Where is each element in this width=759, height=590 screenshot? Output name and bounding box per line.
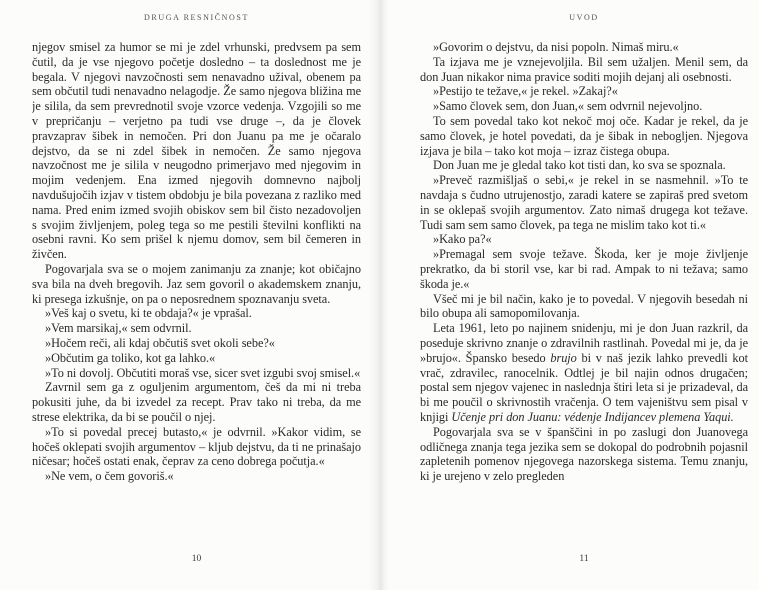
text-run: Všeč mi je bil način, kako je to povedal. V njegovih besedah ni bilo obupa ali samopomilovanja. [420, 291, 748, 321]
text-run: Zavrnil sem ga z oguljenim argumentom, češ da mi ni treba pokusiti juhe, da bi izvedel za recept. Prav tako ni treba, da me strese elektrika, da bi se poučil o njej. [32, 380, 361, 424]
text-run: »Vem marsikaj,« sem odvrnil. [45, 321, 192, 336]
text-run: »Premagal sem svoje težave. Škoda, ker je moje življenje prekratko, da bi storil vse, kar bi rad. Ampak to ni težava; samo škoda je.« [420, 247, 748, 291]
page-gutter-divider [368, 0, 394, 590]
text-run: Pogovarjala sva se o mojem zanimanju za znanje; kot običajno sva bila na dveh bregovih. Jaz sem govoril o akademskem znanju, ki presega izkušnje, on pa o neposrednem spoznavanju sveta. [32, 261, 361, 306]
running-header-left: DRUGA RESNIČNOST [144, 13, 249, 22]
text-run: »Ne vem, o čem govoriš.« [45, 469, 174, 484]
paragraph [420, 158, 748, 173]
paragraph [420, 247, 748, 291]
paragraph [32, 351, 361, 366]
text-run: »Samo človek sem, don Juan,« sem odvrnil nejevoljno. [433, 99, 703, 114]
text-run: Pogovarjala sva se v španščini in po zaslugi don Juanovega odličnega znanja tega jezika sem se dokopal do podrobnih pojasnil zapletenih pomenov njegovega nazorskega sistema. Temu znanju, ki je urejeno v zelo pregleden [420, 424, 748, 484]
paragraph [420, 84, 748, 99]
paragraph [32, 366, 361, 381]
text-run: Leta 1961, leto po najinem snidenju, mi je don Juan razkril, da poseduje skrivno znanje o zdravilnih rastlinah. Povedal mi je, da je »brujo«. Špansko besedo [420, 321, 748, 365]
paragraph [420, 425, 748, 484]
italic-text-run: brujo [550, 350, 577, 365]
left-page [32, 0, 361, 590]
text-run: »To ni dovolj. Občutiti moraš vse, sicer svet izgubi svoj smisel.« [45, 365, 361, 380]
paragraph [420, 114, 748, 158]
paragraph [420, 232, 748, 247]
text-run: »Preveč razmišljaš o sebi,« je rekel in se nasmehnil. »To te navdaja s čudno utrujenostjo, zaradi katere se zapiraš pred svetom in se oklepaš svojih argumentov. Zato nimaš drugega kot težave. Tudi sam sem samo človek, pa tega ne mislim tako kot ti.« [420, 173, 748, 232]
paragraph [32, 380, 361, 424]
paragraph [420, 99, 748, 114]
page-number-right: 11 [579, 554, 589, 564]
paragraph [420, 40, 748, 55]
text-run: Don Juan me je gledal tako kot tisti dan, ko sva se spoznala. [433, 158, 726, 173]
paragraph [32, 336, 361, 351]
text-run: bi v naš jezik lahko prevedli kot vrač, zdravilec, ranocelnik. Odtlej je bil najin odnos drugačen; postal sem njegov vajenec in naslednja štiri leta si je prizadeval, da bi me poučil o skrivnostih vračenja. O tem vajeništvu sem pisal v knjigi [420, 350, 748, 424]
running-header-right: UVOD [569, 13, 599, 22]
paragraph [420, 173, 748, 232]
page-number-left: 10 [191, 554, 202, 564]
italic-text-run: Učenje pri don Juanu: védenje Indijancev plemena Yaqui. [451, 409, 734, 424]
paragraph [32, 425, 361, 469]
text-run: »Hočem reči, ali kdaj občutiš svet okoli sebe?« [45, 335, 275, 350]
left-page-text [32, 40, 361, 552]
text-run: »Veš kaj o svetu, ki te obdaja?« je vprašal. [45, 306, 252, 321]
paragraph [420, 321, 748, 425]
paragraph [32, 321, 361, 336]
text-run: Ta izjava me je vznejevoljila. Bil sem užaljen. Menil sem, da don Juan nikakor nima pravice soditi mojih dejanj ali osebnosti. [420, 54, 748, 84]
text-run: To sem povedal tako kot nekoč moj oče. Kadar je rekel, da je samo človek, je hotel povedati, da je šibak in nebogljen. Njegova izjava je bila – tako kot moja – izraz čistega obupa. [420, 113, 748, 158]
right-page-text [420, 40, 748, 552]
paragraph [32, 469, 361, 484]
paragraph [420, 55, 748, 85]
paragraph [32, 40, 361, 262]
text-run: njegov smisel za humor se mi je zdel vrhunski, predvsem pa sem čutil, da je vse njegovo početje dosledno – ta doslednost me je begala. V njegovi navzočnosti sem nenavadno užival, obenem pa sem občutil tudi nenavadno nelagodje. Že samo njegova bližina me je silila, da sem prevrednotil svoje vzorce vedenja. Vzgojili so me v prepričanju – verjetno pa tudi vse druge –, da je človek pravzaprav šibek in nemočen. Pri don Juanu pa me je očaralo dejstvo, da se ni zdel šibek in nemočen. Že samo njegova navzočnost me je silila v neugodno primerjavo med njegovim in mojim vedenjem. Ena izmed njegovih domnevno najbolj navdušujočih izjav v tistem obdobju je bila povezana z razliko med nama. Pred enim izmed svojih obiskov sem bil čisto nezadovoljen s svojim življenjem, poleg tega so me pestili številni konflikti na osebni ravni. Ko sem prišel k njemu domov, sem bil čemeren in živčen. [32, 40, 361, 262]
paragraph [420, 292, 748, 322]
text-run: »Govorim o dejstvu, da nisi popoln. Nimaš miru.« [433, 40, 679, 54]
right-page [420, 0, 748, 590]
paragraph [32, 262, 361, 306]
text-run: »To si povedal precej butasto,« je odvrnil. »Kakor vidim, se hočeš oklepati svojih argumentov – kljub dejstvu, da ti ne prinašajo ničesar; hočeš ostati enak, čeprav za ceno dobrega počutja.« [32, 424, 361, 469]
text-run: »Občutim ga toliko, kot ga lahko.« [45, 350, 216, 365]
paragraph [32, 306, 361, 321]
text-run: »Pestijo te težave,« je rekel. »Zakaj?« [433, 84, 618, 99]
text-run: »Kako pa?« [433, 232, 492, 247]
